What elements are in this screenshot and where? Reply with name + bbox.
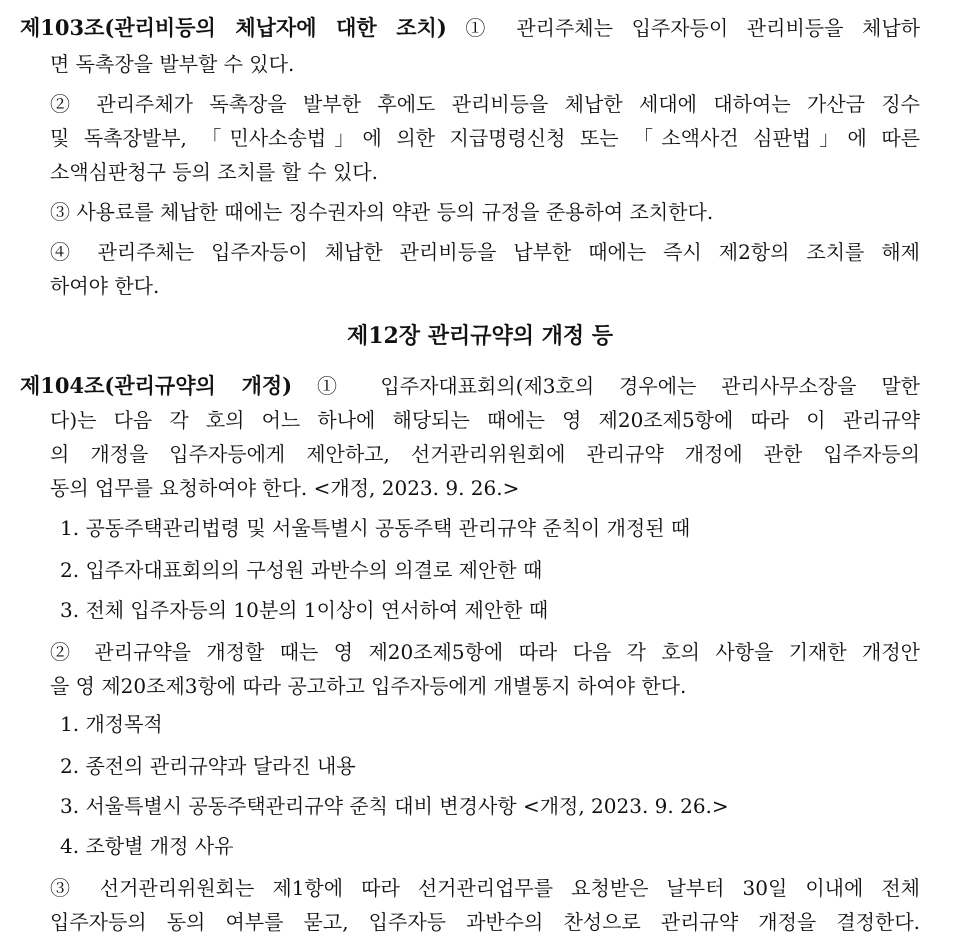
article-104-heading: 제104조(관리규약의 개정) bbox=[20, 373, 293, 398]
list-item: 2. 입주자대표회의의 구성원 과반수의 의결로 제안한 때 bbox=[60, 558, 543, 582]
list-item: 4. 조항별 개정 사유 bbox=[60, 834, 234, 858]
article-104-line-1: 제104조(관리규약의 개정) ① 입주자대표회의(제3호의 경우에는 관리사무소장을 말한 bbox=[20, 373, 920, 398]
article-103-line-2: 면 독촉장을 발부할 수 있다. bbox=[50, 52, 295, 76]
article-104-para-3-line-1: ③ 선거관리위원회는 제1항에 따라 선거관리업무를 요청받은 날부터 30일 이내에 전체 bbox=[50, 876, 920, 900]
article-103-heading: 제103조(관리비등의 체납자에 대한 조치) bbox=[20, 15, 447, 40]
article-104-para-2-line-2: 을 영 제20조제3항에 따라 공고하고 입주자등에게 개별통지 하여야 한다. bbox=[50, 674, 687, 698]
list-item: 1. 공동주택관리법령 및 서울특별시 공동주택 관리규약 준칙이 개정된 때 bbox=[60, 516, 691, 540]
list-item: 3. 전체 입주자등의 10분의 1이상이 연서하여 제안한 때 bbox=[60, 598, 549, 622]
article-103-p1-text: ① 관리주체는 입주자등이 관리비등을 체납하 bbox=[446, 16, 921, 40]
article-104-para-2-line-1: ② 관리규약을 개정할 때는 영 제20조제5항에 따라 다음 각 호의 사항을 기재한 개정안 bbox=[50, 640, 920, 664]
article-104-para-3-line-2: 입주자등의 동의 여부를 묻고, 입주자등 과반수의 찬성으로 관리규약 개정을 결정한다. bbox=[50, 910, 920, 934]
article-103-para-4-line-1: ④ 관리주체는 입주자등이 체납한 관리비등을 납부한 때에는 즉시 제2항의 조치를 해제 bbox=[50, 240, 920, 264]
article-103-line-1 bbox=[0, 10, 960, 46]
article-104-line-2: 다)는 다음 각 호의 어느 하나에 해당되는 때에는 영 제20조제5항에 따라 이 관리규약 bbox=[50, 408, 920, 432]
article-103-para-3: ③ 사용료를 체납한 때에는 징수권자의 약관 등의 규정을 준용하여 조치한다. bbox=[50, 200, 714, 224]
article-103-para-2-line-2: 및 독촉장발부, 「민사소송법」에 의한 지급명령신청 또는 「소액사건 심판법」에 따른 bbox=[50, 126, 920, 150]
article-104-line-3: 의 개정을 입주자등에게 제안하고, 선거관리위원회에 관리규약 개정에 관한 입주자등의 bbox=[50, 442, 920, 466]
article-103-para-2-line-1: ② 관리주체가 독촉장을 발부한 후에도 관리비등을 체납한 세대에 대하여는 가산금 징수 bbox=[50, 92, 920, 116]
article-103-para-4-line-2: 하여야 한다. bbox=[50, 274, 160, 298]
article-104-line-4: 동의 업무를 요청하여야 한다. <개정, 2023. 9. 26.> bbox=[50, 476, 520, 500]
list-item: 3. 서울특별시 공동주택관리규약 준칙 대비 변경사항 <개정, 2023. 9. 26.> bbox=[60, 794, 729, 818]
chapter-12-title: 제12장 관리규약의 개정 등 bbox=[346, 323, 614, 349]
list-item: 1. 개정목적 bbox=[60, 712, 163, 736]
article-103-para-2-line-3: 소액심판청구 등의 조치를 할 수 있다. bbox=[50, 160, 378, 184]
list-item: 2. 종전의 관리규약과 달라진 내용 bbox=[60, 754, 356, 778]
